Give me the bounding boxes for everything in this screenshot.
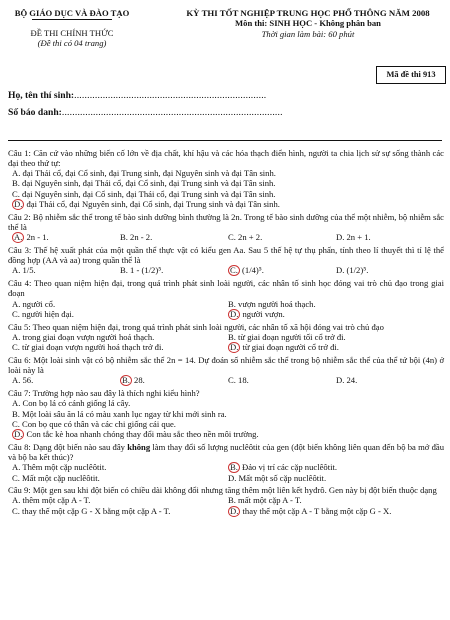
question-stem: Câu 4: Theo quan niệm hiện đại, trong quá trình phát sinh loài người, các nhân tố sinh học đóng vai trò chủ đạo trong giai đoạn	[8, 278, 444, 299]
option-a: A. trong giai đoạn vượn người hoá thạch.	[12, 331, 155, 342]
answer-circle: C.	[230, 265, 238, 276]
option-a: A. 56.	[12, 375, 34, 386]
question-6	[8, 355, 444, 386]
subject-line: Môn thi: SINH HỌC - Không phân ban	[235, 18, 381, 29]
candidate-id-line	[8, 107, 283, 118]
options-row	[8, 495, 444, 505]
option-d: D. (1/2)⁵.	[336, 265, 369, 276]
page-count-note: (Đề thi có 04 trang)	[37, 38, 107, 49]
option-a: A. người cổ.	[12, 298, 56, 309]
ministry-name: BỘ GIÁO DỤC VÀ ĐÀO TẠO	[14, 8, 130, 18]
option-a: A. Con bọ lá có cánh giống lá cây.	[12, 398, 131, 409]
option-b: B. 1 - (1/2)⁵.	[120, 265, 164, 276]
option-a: A. thêm một cặp A - T.	[12, 495, 91, 506]
official-label: ĐỀ THI CHÍNH THỨC	[30, 28, 114, 39]
question-1	[8, 148, 444, 210]
stem-part: làm thay đổi số lượng nuclêôtit của gen (đột biến không liên quan đến bộ ba mở đầu và bộ ba kết thúc)?	[8, 441, 444, 462]
question-8	[8, 442, 444, 483]
question-2	[8, 212, 444, 243]
answer-circle: D.	[230, 341, 239, 352]
option-b: B. mất một cặp A - T.	[228, 495, 302, 506]
option-b-text: 28.	[131, 375, 145, 386]
option-c: C. người hiện đại.	[12, 308, 74, 319]
option-d-text: thay thế một cặp A - T bằng một cặp G - X.	[240, 505, 392, 516]
option-b: B. Một loài sâu ăn lá có màu xanh lục ngay từ khi mới sinh ra.	[12, 408, 227, 419]
option-d	[8, 199, 444, 210]
question-stem: Câu 5: Theo quan niệm hiện đại, trong quá trình phát sinh loài người, các nhân tố xã hội đóng vai trò chủ đạo	[8, 321, 384, 332]
header-left	[12, 8, 132, 48]
options-row	[8, 473, 444, 483]
option-a: A. 1/5.	[12, 265, 36, 276]
option-b: B. từ giai đoạn người tối cổ trở đi.	[228, 331, 346, 342]
question-stem: Câu 3: Thế hệ xuất phát của một quần thể thực vật có kiểu gen Aa. Sau 5 thế hệ tự thụ phấn, tính theo lí thuyết thì tỉ lệ thể đồng hợp (AA và aa) trong quần thể là	[8, 244, 444, 266]
duration-line: Thời gian làm bài: 60 phút	[261, 28, 355, 39]
option-a	[12, 232, 120, 243]
answer-circle: D.	[14, 198, 23, 209]
question-stem: Câu 1: Căn cứ vào những biến cố lớn về địa chất, khí hậu và các hóa thạch điển hình, người ta chia lịch sử sự sống thành các đại theo thứ tự:	[8, 148, 444, 169]
options-row	[8, 506, 444, 517]
option-d: D. Mất một số cặp nuclêôtit.	[228, 473, 327, 484]
option-d	[8, 429, 444, 440]
candidate-id-label: Số báo danh:	[8, 107, 62, 119]
option-b	[120, 375, 228, 386]
answer-circle: B.	[122, 375, 130, 386]
options-row	[8, 265, 444, 276]
question-4	[8, 278, 444, 319]
candidate-info	[8, 90, 283, 125]
option-d	[228, 342, 444, 353]
stem-emphasis: không	[127, 441, 151, 452]
exam-code-box: Mã đề thi 913	[376, 66, 446, 84]
options-row	[8, 299, 444, 309]
option-c: C. từ giai đoạn vượn người hoá thạch trở đi.	[12, 341, 164, 352]
option-d	[228, 506, 444, 517]
answer-circle: D.	[230, 505, 239, 516]
option-b	[228, 462, 444, 473]
answer-circle: A.	[14, 231, 23, 242]
options-row	[8, 332, 444, 342]
option-d: D. 24.	[336, 375, 358, 386]
option-d-text: từ giai đoạn người cổ trở đi.	[240, 341, 339, 352]
exam-header	[8, 6, 442, 68]
question-7	[8, 388, 444, 440]
option-a: A. Thêm một cặp nuclêôtit.	[12, 462, 107, 473]
option-d-text: người vượn.	[240, 308, 285, 319]
answer-circle: D.	[230, 308, 239, 319]
option-c: C. 18.	[228, 375, 249, 386]
candidate-id-dots: .....................................................................................	[61, 107, 283, 119]
question-9	[8, 485, 444, 516]
option-a-text: 2n - 1.	[24, 231, 49, 242]
option-b-text: Đảo vị trí các cặp nuclêôtit.	[239, 462, 338, 473]
option-c: C. đại Nguyên sinh, đại Cổ sinh, đại Thái cổ, đại Trung sinh và đại Tân sinh.	[12, 188, 276, 199]
question-5	[8, 322, 444, 353]
option-c-text: (1/4)⁵.	[239, 265, 264, 276]
candidate-name-dots: ..........................................................................	[74, 90, 267, 101]
question-list	[8, 148, 444, 519]
question-stem: Câu 7: Trường hợp nào sau đây là thích nghi kiểu hình?	[8, 388, 200, 399]
answer-circle: D.	[14, 428, 23, 439]
option-d: D. 2n + 1.	[336, 231, 371, 242]
header-right	[158, 8, 450, 39]
option-c: C. 2n + 2.	[228, 231, 263, 242]
candidate-name-label: Họ, tên thí sinh:	[8, 90, 75, 101]
answer-circle: B.	[230, 462, 238, 473]
header-divider	[32, 19, 112, 20]
option-d-text: Con tắc kè hoa nhanh chóng thay đổi màu sắc theo nền môi trường.	[24, 428, 259, 439]
option-d-text: đại Thái cổ, đại Nguyên sinh, đại Cổ sinh, đại Trung sinh và đại Tân sinh.	[24, 198, 280, 209]
candidate-name-line	[8, 90, 283, 101]
stem-part: Câu 8: Dạng đột biến nào sau đây	[8, 441, 128, 452]
option-b: B. 2n - 2.	[120, 231, 153, 242]
options-row	[8, 462, 444, 473]
option-b: B. vượn người hoá thạch.	[228, 298, 316, 309]
option-c	[228, 265, 336, 276]
section-divider	[8, 140, 442, 141]
option-a: A. đại Thái cổ, đại Cổ sinh, đại Trung sinh, đại Nguyên sinh và đại Tân sinh.	[12, 168, 276, 179]
options-row	[8, 232, 444, 243]
question-3	[8, 245, 444, 276]
question-stem: Câu 6: Một loài sinh vật có bộ nhiễm sắc thể 2n = 14. Dự đoán số nhiễm sắc thể trong bộ nhiễm sắc thể của thể tứ bội (4n) ở loài này là	[8, 354, 444, 376]
options-row	[8, 342, 444, 353]
option-c: C. Mất một cặp nuclêôtit.	[12, 473, 100, 484]
options-row	[8, 309, 444, 320]
options-row	[8, 375, 444, 386]
question-stem: Câu 2: Bộ nhiễm sắc thể trong tế bào sinh dưỡng bình thường là 2n. Trong tế bào sinh dưỡng của thể một nhiễm, bộ nhiễm sắc thể là	[8, 211, 444, 232]
option-d	[228, 309, 444, 320]
option-b: B. đại Nguyên sinh, đại Thái cổ, đại Cổ sinh, đại Trung sinh và đại Tân sinh.	[12, 178, 276, 189]
question-stem	[8, 442, 444, 462]
exam-title: KỲ THI TỐT NGHIỆP TRUNG HỌC PHỔ THÔNG NĂM 2008	[186, 8, 430, 18]
question-stem: Câu 9: Một gen sau khi đột biến có chiều dài không đổi nhưng tăng thêm một liên kết hyđrô. Gen này bị đột biến thuộc dạng	[8, 485, 437, 496]
option-c: C. thay thế một cặp G - X bằng một cặp A - T.	[12, 505, 171, 516]
option-c: C. Con bọ que có thân và các chi giống cái que.	[12, 418, 176, 429]
